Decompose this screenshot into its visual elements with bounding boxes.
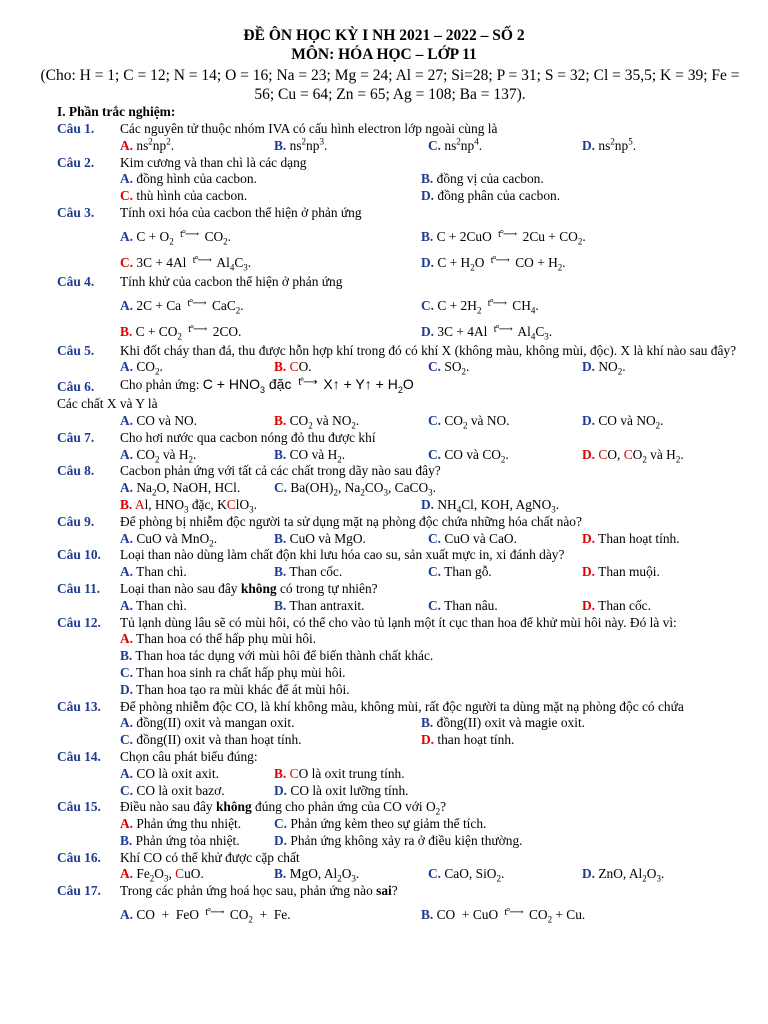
question-8: Câu 8. Cacbon phản ứng với tất cả các chất trong dãy nào sau đây?: [57, 463, 441, 479]
question-6: Câu 6. Cho phản ứng: $C + HNO_3$ đặc t°⟶ X↑ + Y↑ + $H_2O$: [57, 376, 414, 396]
question-13: Câu 13. Để phòng nhiễm độc CO, là khí không màu, không mùi, rất độc người ta dùng mặt nạ phòng độc có chứa: [57, 698, 684, 714]
options-5: A. $CO_2$. B. CO. C. $SO_2$. D. $NO_2$.: [120, 359, 626, 378]
options-9: A. CuO và MnO$_2$. B. CuO và MgO. C. CuO và CaO. D. Than hoạt tính.: [120, 530, 680, 549]
options-15a: A. Phản ứng thu nhiệt. C. Phản ứng kèm theo sự giảm thể tích.: [120, 816, 487, 832]
question-list: [57, 121, 747, 926]
question-2: Câu 2. Kim cương và than chì là các dạng: [57, 154, 307, 170]
options-14b: C. CO là oxit bazơ. D. CO là oxit lưỡng tính.: [120, 782, 409, 798]
options-8b: B. Al, $HNO_3$ đặc, KClO$_3$. D. $NH_4Cl$, KOH, AgNO$_3$.: [120, 496, 560, 515]
section-heading: I. Phần trắc nghiệm:: [57, 104, 176, 119]
question-1: Câu 1. Các nguyên tử thuộc nhóm IVA có cấu hình electron lớp ngoài cùng là: [57, 121, 498, 136]
question-14: Câu 14. Chọn câu phát biểu đúng:: [57, 748, 258, 764]
options-2a: A. đồng hình của cacbon. B. đồng vị của cacbon.: [120, 171, 544, 187]
options-11: A. Than chì. B. Than antraxit. C. Than nâu. D. Than cốc.: [120, 597, 651, 613]
options-3b: C. 3C + 4Al t°⟶ $Al_4C_3$. D. $C + H_2O$ t°⟶ CO + $H_2$.: [120, 254, 566, 273]
option-12d: D. Than hoa tạo ra mùi khác để át mùi hôi.: [120, 681, 350, 697]
options-16: A. $Fe_2O_3$, CuO. B. MgO, $Al_2O_3$. C. CaO, SiO$_2$. D. ZnO, $Al_2O_3$.: [120, 866, 665, 885]
question-17: Câu 17. Trong các phản ứng hoá học sau, phản ứng nào sai?: [57, 883, 398, 899]
question-6-sub: Các chất X và Y là: [57, 396, 158, 412]
options-10: A. Than chì. B. Than cốc. C. Than gỗ. D. Than muội.: [120, 564, 660, 580]
options-17: A. CO + FeO t°⟶ $CO_2 + Fe$. B. CO + CuO t°⟶ $CO_2 + Cu$.: [120, 907, 586, 925]
options-3a: A. $C + O_2$ t°⟶ $CO_2$. B. C + 2CuO t°⟶ $2Cu + CO_2$.: [120, 228, 586, 247]
question-9: Câu 9. Để phòng bị nhiễm độc người ta sử dụng mặt nạ phòng độc chứa những hóa chất nào?: [57, 513, 582, 529]
option-12a: A. Than hoa có thể hấp phụ mùi hôi.: [120, 631, 317, 647]
question-7: Câu 7. Cho hơi nước qua cacbon nóng đỏ thu được khí: [57, 429, 376, 445]
options-7: A. $CO_2$ và $H_2$. B. CO và $H_2$. C. CO và $CO_2$. D. CO, $CO_2$ và $H_2$.: [120, 446, 684, 465]
option-12c: C. Than hoa sinh ra chất hấp phụ mùi hôi.: [120, 664, 346, 680]
question-3: Câu 3. Tính oxi hóa của cacbon thể hiện ở phản ứng: [57, 204, 362, 220]
exam-subject: MÔN: HÓA HỌC – LỚP 11: [291, 46, 477, 63]
options-8a: A. $Na_2O$, NaOH, HCl. C. $Ba(OH)_2$, $Na_2CO_3$, CaCO$_3$.: [120, 480, 436, 498]
question-10: Câu 10. Loại than nào dùng làm chất độn khi lưu hóa cao su, sản xuất mực in, xi đánh dày?: [57, 547, 565, 563]
options-4b: B. $C + CO_2$ t°⟶ 2CO. D. 3C + 4Al t°⟶ $Al_4C_3$.: [120, 323, 553, 342]
question-4: Câu 4. Tính khử của cacbon thể hiện ở phản ứng: [57, 273, 343, 289]
options-15b: B. Phản ứng tỏa nhiệt. D. Phản ứng không xảy ra ở điều kiện thường.: [120, 832, 523, 848]
option-12b: B. Than hoa tác dụng với mùi hôi để biến thành chất khác.: [120, 648, 434, 664]
options-13b: C. đồng(II) oxit và than hoạt tính. D. than hoạt tính.: [120, 732, 515, 748]
options-4a: A. 2C + Ca t°⟶ CaC$_2$. C. $C + 2H_2$ t°⟶ $CH_4$.: [120, 297, 539, 316]
atomic-masses: (Cho: H = 1; C = 12; N = 14; O = 16; Na = 23; Mg = 24; Al = 27; Si=28; P = 31; S = 32; Cl = 35,5; K = 39; Fe = 56; Cu = 64; Zn = 65; Ag = 108; Ba = 137).: [40, 67, 740, 103]
exam-title: ĐỀ ÔN HỌC KỲ I NH 2021 – 2022 – SỐ 2: [243, 27, 525, 44]
options-13a: A. đồng(II) oxit và mangan oxit. B. đồng(II) oxit và magie oxit.: [120, 715, 586, 731]
question-5: Câu 5. Khi đốt cháy than đá, thu được hỗn hợp khí trong đó có khí X (không màu, không mùi, độc). X là khí nào sau đây?: [57, 342, 737, 358]
options-1: A. $ns^2np^2$. B. $ns^2np^3$. C. $ns^2np^4$. D. $ns^2np^5$.: [120, 136, 637, 153]
question-11: Câu 11. Loại than nào sau đây không có trong tự nhiên?: [57, 580, 378, 596]
options-6: A. CO và NO. B. $CO_2$ và $NO_2$. C. $CO_2$ và NO. D. CO và $NO_2$.: [120, 412, 664, 431]
options-2b: C. thù hình của cacbon. D. đồng phân của cacbon.: [120, 188, 561, 204]
options-14a: A. CO là oxit axit. B. CO là oxit trung tính.: [120, 765, 405, 781]
question-16: Câu 16. Khí CO có thể khử được cặp chất: [57, 849, 300, 865]
question-15: Câu 15. Điều nào sau đây không đúng cho phản ứng của CO với $O_2$?: [57, 799, 447, 817]
question-12: Câu 12. Tủ lạnh dùng lâu sẽ có mùi hôi, có thể cho vào tủ lạnh một ít cục than hoa để khử mùi hôi này. Đó là vì:: [57, 614, 677, 630]
